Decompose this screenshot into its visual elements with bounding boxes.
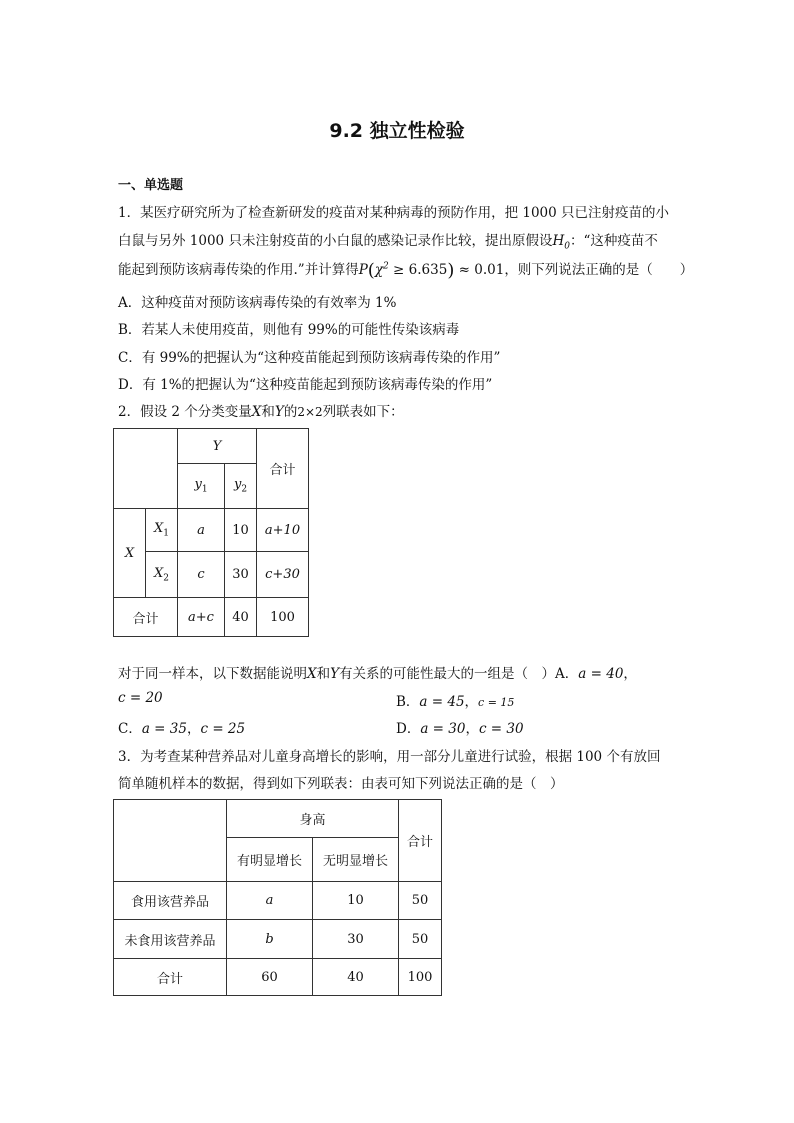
q2-cell-r3c3: 100 <box>257 598 309 637</box>
q3-cell-r1c3: 50 <box>399 882 442 920</box>
q2-header-y1: $y_1$ <box>178 464 225 509</box>
q2-intro: 2．假设 2 个分类变量X和Y的2×2列联表如下： <box>118 404 404 420</box>
q2-option-a-a: a = 40 <box>578 666 624 682</box>
q3-cell-r1c2: 10 <box>313 882 399 920</box>
q2-cell-r1c3: a+10 <box>257 509 309 552</box>
q2-option-b: B．a = 45，c = 15 <box>396 694 515 710</box>
q2-cell-r2c2: 30 <box>225 552 257 598</box>
hypothesis-symbol: $H_0$ <box>552 233 570 252</box>
q2-cell-r1c2: 10 <box>225 509 257 552</box>
q1-option-c: C．有 99%的把握认为“这种疫苗能起到预防该病毒传染的作用” <box>118 350 501 366</box>
q3-cell-r1c1: a <box>227 882 313 920</box>
q2-header-total: 合计 <box>257 429 309 509</box>
q3-header-height: 身高 <box>227 800 399 838</box>
q2-option-c: C．a = 35，c = 25 <box>118 721 246 737</box>
q3-line2: 简单随机样本的数据，得到如下列联表：由表可知下列说法正确的是（ ） <box>118 776 564 792</box>
q3-cell-r2c1: b <box>227 920 313 959</box>
q2-cell-r2c1: c <box>178 552 225 598</box>
q3-line1: 3．为考查某种营养品对儿童身高增长的影响，用一部分儿童进行试验，根据 100 个有放回 <box>118 749 661 765</box>
q2-row-header-x2: $X_2$ <box>146 552 178 598</box>
q3-cell-r3c3: 100 <box>399 959 442 996</box>
q1-line2-tail: ：“这种疫苗不 <box>569 233 658 249</box>
section-heading: 一、单选题 <box>118 178 184 193</box>
q3-cell-r2c3: 50 <box>399 920 442 959</box>
q3-cell-r3c2: 40 <box>313 959 399 996</box>
q2-row-total: 合计 <box>114 598 178 637</box>
q1-line3-text: 能起到预防该病毒传染的作用.”并计算得 <box>118 262 359 278</box>
q1-line2-text: 白鼠与另外 1000 只未注射疫苗的小白鼠的感染记录作比较，提出原假设 <box>118 233 553 249</box>
q3-contingency-table <box>113 799 442 996</box>
q1-line2 <box>118 229 658 252</box>
q2-stem: 对于同一样本，以下数据能说明X和Y有关系的可能性最大的一组是（ ）A．a = 40， <box>118 666 637 682</box>
q1-line3-tail: ，则下列说法正确的是（ ） <box>504 262 694 278</box>
q1-line3 <box>118 258 693 281</box>
q2-row-header-x: X <box>114 509 146 598</box>
q3-header-not-significant: 无明显增长 <box>313 838 399 882</box>
q2-header-y: Y <box>178 429 257 464</box>
q2-cell-r1c1: a <box>178 509 225 552</box>
q1-option-a: A．这种疫苗对预防该病毒传染的有效率为 1% <box>118 295 397 311</box>
q2-contingency-table <box>113 428 309 637</box>
q1-option-b: B．若某人未使用疫苗，则他有 99%的可能性传染该病毒 <box>118 322 460 338</box>
q3-row-fed: 食用该营养品 <box>114 882 227 920</box>
q2-cell-r2c3: c+30 <box>257 552 309 598</box>
q2-option-d: D．a = 30，c = 30 <box>396 721 524 737</box>
q3-row-not-fed: 未食用该营养品 <box>114 920 227 959</box>
q3-header-total: 合计 <box>399 800 442 882</box>
q3-cell-r2c2: 30 <box>313 920 399 959</box>
page-title: 9.2 独立性检验 <box>329 120 465 142</box>
q2-option-a-c: c = 20 <box>118 690 163 706</box>
q3-cell-r3c1: 60 <box>227 959 313 996</box>
q3-row-total: 合计 <box>114 959 227 996</box>
q2-header-y2: $y_2$ <box>225 464 257 509</box>
q2-table-corner <box>114 429 178 509</box>
q1-option-d: D．有 1%的把握认为“这种疫苗能起到预防该病毒传染的作用” <box>118 377 493 393</box>
q3-table-corner <box>114 800 227 882</box>
probability-expression: $P(\chi^2 \ge 6.635) \approx 0.01$ <box>358 260 505 281</box>
q2-cell-r3c2: 40 <box>225 598 257 637</box>
q2-row-header-x1: $X_1$ <box>146 509 178 552</box>
q1-line1: 1．某医疗研究所为了检查新研发的疫苗对某种病毒的预防作用，把 1000 只已注射疫苗的小 <box>118 205 670 221</box>
q3-header-significant: 有明显增长 <box>227 838 313 882</box>
q2-cell-r3c1: a+c <box>178 598 225 637</box>
